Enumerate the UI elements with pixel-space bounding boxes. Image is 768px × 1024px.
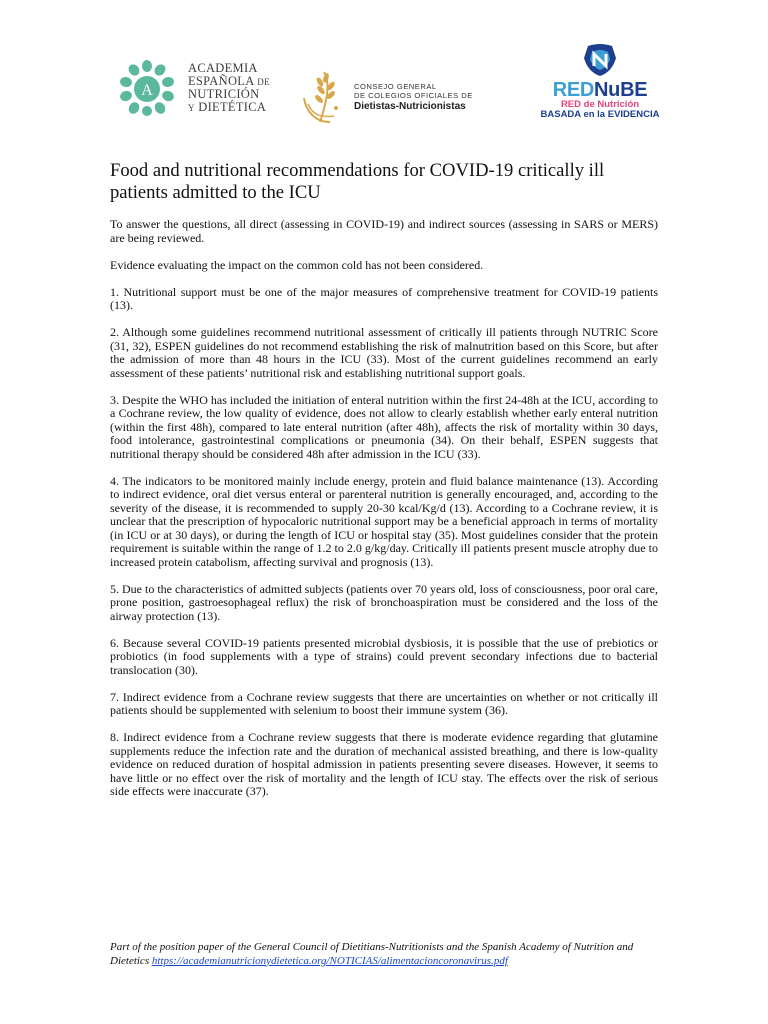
footer-link[interactable]: https://academianutricionydietetica.org/NOTICIAS/alimentacioncoronavirus.pdf — [151, 954, 508, 967]
paragraph: 2. Although some guidelines recommend nutritional assessment of critically ill patients through NUTRIC Score (31, 32), ESPEN guidelines do not recommend establishing the risk of malnutrition based on this Score, but after the admission of more than 48 hours in the ICU (33). Most of the current guidelines recommend an early assessment of these patients’ nutritional risk and establishing nutritional support goals. — [110, 325, 658, 380]
aedn-line-1: ACADEMIA — [188, 61, 258, 75]
footer-note — [110, 941, 658, 968]
logo-header — [0, 38, 768, 138]
paragraph: To answer the questions, all direct (assessing in COVID-19) and indirect sources (assessing in SARS or MERS) are being reviewed. — [110, 217, 658, 245]
paragraph: 3. Despite the WHO has included the initiation of enteral nutrition within the first 24-48h at the ICU, according to a Cochrane review, the low quality of evidence, does not allow to clearly establish whether early enteral nutrition (within the first 48h), compared to late enteral nutrition (after 48h), affects the risk of mortality within 30 days, food intolerance, gastrointestinal complications or pneumonia (34). On their behalf, ESPEN suggests that nutritional therapy should be considered 48h after admission in the ICU (33). — [110, 392, 658, 461]
paragraph: 8. Indirect evidence from a Cochrane review suggests that there is moderate evidence regarding that glutamine supplements reduce the infection rate and the duration of mechanical assisted breathing, and there is low-quality evidence on reduced duration of hospital admission in patients presenting severe diseases. However, it seems to have little or no effect over the risk of mortality and the length of ICU stay. The effects over the risk of serious side effects were inaccurate (37). — [110, 730, 658, 798]
document-body — [110, 160, 658, 812]
aedn-line-4: DIETÉTICA — [198, 99, 267, 114]
footer-text: Part of the position paper of the General Council of Dietitians-Nutritionists and the Spanish Academy of Nutrition and Dietetics — [110, 941, 634, 967]
cgcodn-wordmark — [354, 82, 473, 113]
cgcodn-line-3: Dietistas-Nutricionistas — [354, 100, 466, 112]
cgcodn-logo — [300, 68, 473, 126]
cgcodn-line-2: DE COLEGIOS OFICIALES DE — [354, 90, 473, 100]
paragraph: 6. Because several COVID-19 patients presented microbial dysbiosis, it is possible that the use of prebiotics or probiotics (in food supplements with a type of strains) could prevent secondary infections due to bacterial translocation (30). — [110, 635, 658, 677]
rednube-subtitle-2: BASADA en la EVIDENCIA — [540, 109, 660, 120]
rednube-nube: NuBE — [594, 79, 648, 101]
paragraph: 4. The indicators to be monitored mainly include energy, protein and fluid balance maintenance (13). According to indirect evidence, oral diet versus enteral or parenteral nutrition is generally encouraged, and, according to the severity of the disease, it is recommended to supply 20-30 kcal/Kg/d (13). According to a Cochrane review, it is unclear that the prescription of hypocaloric nutritional support may be a beneficial approach in terms of mortality (in ICU or at 30 days), or during the length of ICU or hospital stay (35). Most guidelines consider that the protein requirement is suitable within the range of 1.2 to 2.0 g/kg/day. Critically ill patients present muscle atrophy due to increased protein catabolism, affecting survival and prognosis (13). — [110, 473, 658, 569]
leaf-wreath-icon — [118, 60, 176, 116]
paragraph: Evidence evaluating the impact on the common cold has not been considered. — [110, 257, 484, 272]
aedn-line-3: NUTRICIÓN — [188, 87, 260, 101]
paragraph: 7. Indirect evidence from a Cochrane review suggests that there are uncertainties on whether or not critically ill patients should be supplemented with selenium to boost their immune system (36). — [110, 689, 658, 717]
rednube-logo — [540, 42, 660, 120]
aedn-logo — [118, 60, 270, 116]
paragraph: 5. Due to the characteristics of admitted subjects (patients over 70 years old, loss of consciousness, poor oral care, prone position, gastroesophageal reflux) the risk of bronchoaspiration must be considered and the loss of the airway protection (13). — [110, 581, 658, 623]
aedn-wordmark — [188, 62, 270, 114]
n-knot-icon — [580, 42, 620, 78]
rednube-subtitle-1: RED de Nutrición — [560, 99, 640, 110]
paragraph: 1. Nutritional support must be one of the major measures of comprehensive treatment for COVID-19 patients (13). — [110, 284, 658, 312]
rednube-wordmark — [553, 80, 648, 100]
svg-text:A: A — [141, 82, 153, 99]
cgcodn-line-1: CONSEJO GENERAL — [354, 81, 437, 91]
page-title: Food and nutritional recommendations for COVID-19 critically ill patients admitted to the ICU — [110, 160, 605, 203]
wheat-icon — [300, 68, 346, 126]
aedn-de: DE — [257, 76, 270, 87]
rednube-red: RED — [552, 79, 595, 101]
aedn-line-2: ESPAÑOLA — [188, 73, 254, 88]
aedn-y: Y — [188, 102, 195, 113]
